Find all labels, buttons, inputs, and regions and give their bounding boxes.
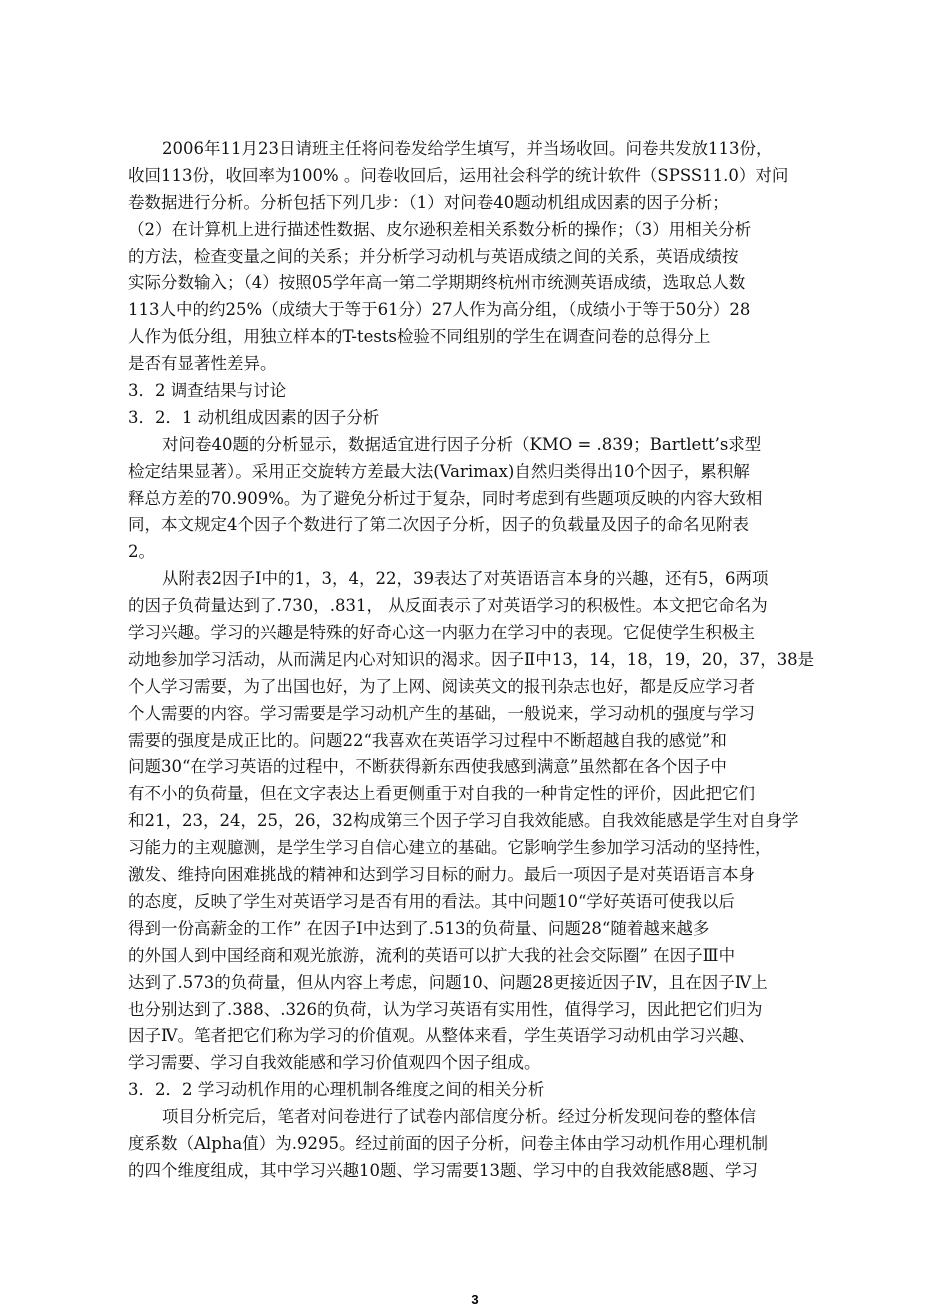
text-line: 度系数（Alpha值）为.9295。经过前面的因子分析，问卷主体由学习动机作用心理机制 xyxy=(128,1133,768,1153)
section-heading xyxy=(128,1077,834,1104)
text-line: 2。 xyxy=(128,542,155,562)
text-line: 个人需要的内容。学习需要是学习动机产生的基础，一般说来，学习动机的强度与学习 xyxy=(128,703,755,723)
text-line: 因子Ⅳ。笔者把它们称为学习的价值观。从整体来看，学生英语学习动机由学习兴趣、 xyxy=(128,1026,755,1046)
text-line: 113人中的约25%（成绩大于等于61分）27人作为高分组，（成绩小于等于50分）28 xyxy=(128,300,751,320)
text-line: 的因子负荷量达到了.730，.831， 从反面表示了对英语学习的积极性。本文把它命名为 xyxy=(128,596,768,616)
heading-text: 3．2．1 动机组成因素的因子分析 xyxy=(128,407,380,427)
section-heading xyxy=(128,405,834,432)
text-line: 的态度，反映了学生对英语学习是否有用的看法。其中问题10“学好英语可使我以后 xyxy=(128,891,735,911)
text-line: 收回113份，收回率为100% 。问卷收回后，运用社会科学的统计软件（SPSS11.0）对问 xyxy=(128,165,789,185)
section-heading xyxy=(128,378,834,405)
paragraph xyxy=(128,566,834,1077)
paragraph xyxy=(128,432,834,566)
text-line: 检定结果显著）。采用正交旋转方差最大法(Varimax)自然归类得出10个因子，累积解 xyxy=(128,461,750,481)
text-line: 有不小的负荷量，但在文字表达上看更侧重于对自我的一种肯定性的评价，因此把它们 xyxy=(128,784,755,804)
heading-text: 3．2 调查结果与讨论 xyxy=(128,381,287,401)
text-line: 释总方差的70.909%。为了避免分析过于复杂，同时考虑到有些题项反映的内容大致相 xyxy=(128,488,763,508)
document-body xyxy=(128,136,834,1185)
text-line: 学习兴趣。学习的兴趣是特殊的好奇心这一内驱力在学习中的表现。它促使学生积极主 xyxy=(128,623,755,643)
text-line: 也分别达到了.388、.326的负荷，认为学习英语有实用性，值得学习，因此把它们归为 xyxy=(128,999,763,1019)
text-line: 的外国人到中国经商和观光旅游，流利的英语可以扩大我的社会交际圈” 在因子Ⅲ中 xyxy=(128,945,736,965)
page-number: 3 xyxy=(471,1292,479,1307)
text-line: 同，本文规定4个因子个数进行了第二次因子分析，因子的负载量及因子的命名见附表 xyxy=(128,515,749,535)
paragraph xyxy=(128,136,834,378)
text-line: 项目分析完后，笔者对问卷进行了试卷内部信度分析。经过分析发现问卷的整体信 xyxy=(162,1107,756,1127)
text-line: 是否有显著性差异。 xyxy=(128,354,277,374)
text-line: 激发、维持向困难挑战的精神和达到学习目标的耐力。最后一项因子是对英语语言本身 xyxy=(128,865,755,885)
heading-text: 3．2．2 学习动机作用的心理机制各维度之间的相关分析 xyxy=(128,1080,545,1100)
text-line: 学习需要、学习自我效能感和学习价值观四个因子组成。 xyxy=(128,1053,541,1073)
text-line: 得到一份高薪金的工作” 在因子Ⅰ中达到了.513的负荷量、问题28“随着越来越多 xyxy=(128,918,710,938)
text-line: 2006年11月23日请班主任将问卷发给学生填写，并当场收回。问卷共发放113份， xyxy=(162,139,773,158)
text-line: 个人学习需要，为了出国也好，为了上网、阅读英文的报刊杂志也好，都是反应学习者 xyxy=(128,676,755,696)
text-line: 的方法，检查变量之间的关系；并分析学习动机与英语成绩之间的关系，英语成绩按 xyxy=(128,246,739,266)
text-line: （2）在计算机上进行描述性数据、皮尔逊积差相关系数分析的操作；（3）用相关分析 xyxy=(128,219,752,239)
text-line: 习能力的主观臆测，是学生学习自信心建立的基础。它影响学生参加学习活动的坚持性， xyxy=(128,838,772,858)
text-line: 卷数据进行分析。分析包括下列几步：（1）对问卷40题动机组成因素的因子分析； xyxy=(128,192,729,212)
paragraph xyxy=(128,1104,834,1185)
text-line: 问题30“在学习英语的过程中，不断获得新东西使我感到满意”虽然都在各个因子中 xyxy=(128,757,727,777)
text-line: 的四个维度组成，其中学习兴趣10题、学习需要13题、学习中的自我效能感8题、学习 xyxy=(128,1160,758,1180)
text-line: 和21，23，24，25，26，32构成第三个因子学习自我效能感。自我效能感是学生对自身学 xyxy=(128,811,799,831)
text-line: 动地参加学习活动，从而满足内心对知识的渴求。因子Ⅱ中13，14，18，19，20，37，38是 xyxy=(128,649,815,669)
text-line: 人作为低分组，用独立样本的T-tests检验不同组别的学生在调查问卷的总得分上 xyxy=(128,327,711,347)
text-line: 从附表2因子Ⅰ中的1，3，4，22，39表达了对英语语言本身的兴趣，还有5，6两项 xyxy=(162,569,769,589)
text-line: 实际分数输入；（4）按照05学年高一第二学期期终杭州市统测英语成绩，选取总人数 xyxy=(128,273,746,293)
text-line: 达到了.573的负荷量，但从内容上考虑，问题10、问题28更接近因子Ⅳ，且在因子Ⅳ上 xyxy=(128,972,768,992)
text-line: 对问卷40题的分析显示，数据适宜进行因子分析（KMO = .839；Bartlett’s求型 xyxy=(162,434,762,454)
text-line: 需要的强度是成正比的。问题22“我喜欢在英语学习过程中不断超越自我的感觉”和 xyxy=(128,730,727,750)
